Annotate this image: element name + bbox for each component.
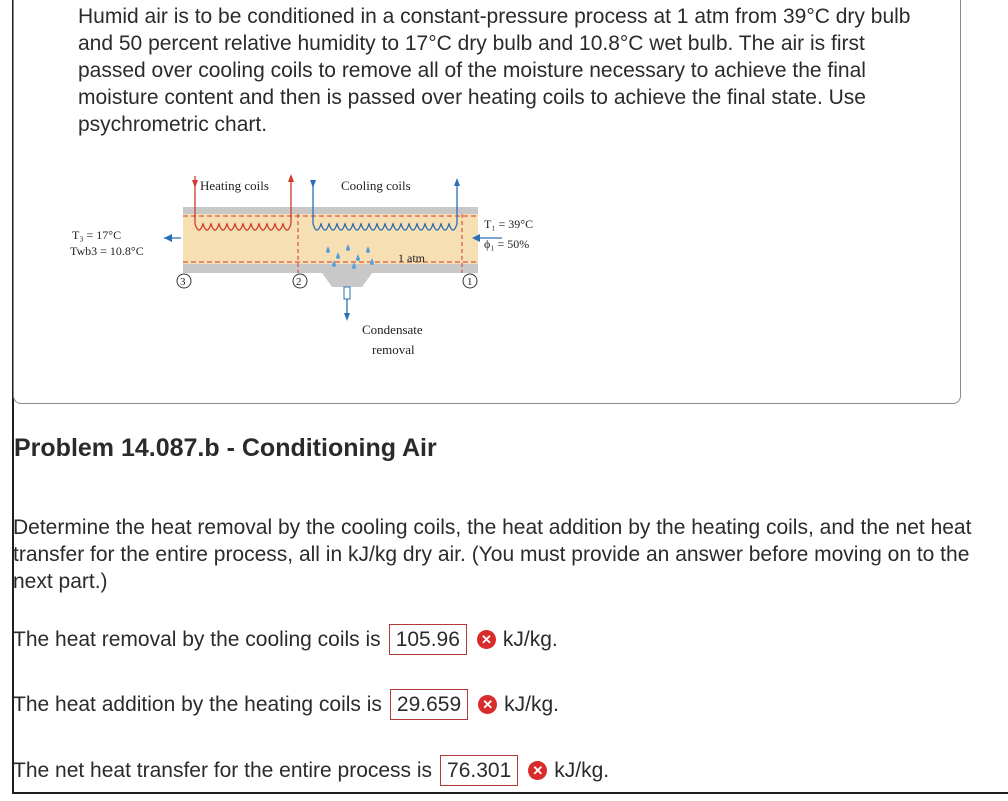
- station-1-marker: 1: [467, 276, 473, 288]
- answer-prefix: The heat addition by the heating coils is: [13, 692, 382, 716]
- state3-temperature: T₃ = 17°C: [72, 228, 122, 242]
- condensate-arrow-icon: [344, 313, 350, 321]
- heating-coils-label: Heating coils: [200, 178, 269, 193]
- incorrect-icon: ✕: [528, 761, 547, 780]
- answer-unit: kJ/kg.: [554, 758, 610, 782]
- heating-inlet-arrow-icon: [192, 180, 198, 188]
- outlet-flow-arrow-icon: [164, 234, 172, 242]
- pressure-label: 1 atm: [398, 251, 425, 265]
- condensate-label-1: Condensate: [362, 322, 423, 337]
- heating-answer-input[interactable]: 29.659: [390, 689, 468, 720]
- answer-row-cooling: [13, 624, 558, 655]
- air-conditioning-figure: [60, 168, 580, 368]
- state1-temperature: T₁ = 39°C: [484, 217, 534, 231]
- condensate-label-2: removal: [372, 342, 415, 357]
- answer-row-heating: [13, 689, 559, 720]
- answer-prefix: The heat removal by the cooling coils is: [13, 627, 381, 651]
- cooling-coils-label: Cooling coils: [341, 178, 411, 193]
- answer-unit: kJ/kg.: [502, 627, 558, 651]
- cooling-inlet-arrow-icon: [310, 180, 316, 188]
- problem-intro-text: Humid air is to be conditioned in a constant-pressure process at 1 atm from 39°C dry bulb and 50 percent relative humidity to 17°C dry bulb and 10.8°C wet bulb. The air is first passed over cooling coils to remove all of the moisture necessary to achieve the final moisture content and then is passed over heating coils to achieve the final state. Use psychrometric chart.: [78, 5, 911, 136]
- cooling-outlet-arrow-icon: [454, 178, 460, 186]
- duct-top-wall: [183, 207, 478, 214]
- incorrect-icon: ✕: [477, 630, 496, 649]
- part-question-text: Determine the heat removal by the cooling coils, the heat addition by the heating coils, and the net heat transfer for the entire process, all in kJ/kg dry air. (You must provide an answer before moving on to the next part.): [13, 516, 972, 593]
- condensate-tray: [322, 273, 372, 287]
- answer-prefix: The net heat transfer for the entire process is: [13, 758, 433, 782]
- station-2-marker: 2: [296, 276, 302, 288]
- part-title: Problem 14.087.b - Conditioning Air: [14, 434, 437, 462]
- incorrect-icon: ✕: [478, 695, 497, 714]
- page-bottom-border: [12, 792, 1008, 794]
- heating-outlet-arrow-icon: [288, 174, 294, 182]
- cooling-answer-input[interactable]: 105.96: [389, 624, 467, 655]
- net-answer-input[interactable]: 76.301: [440, 755, 518, 786]
- duct-interior: [183, 214, 478, 264]
- duct-bottom-wall: [183, 264, 478, 273]
- answer-row-net: [13, 755, 609, 786]
- station-3-marker: 3: [180, 276, 186, 288]
- answer-unit: kJ/kg.: [504, 692, 559, 716]
- state3-wet-bulb: Twb3 = 10.8°C: [70, 244, 144, 258]
- state1-humidity: ϕ₁ = 50%: [484, 237, 530, 251]
